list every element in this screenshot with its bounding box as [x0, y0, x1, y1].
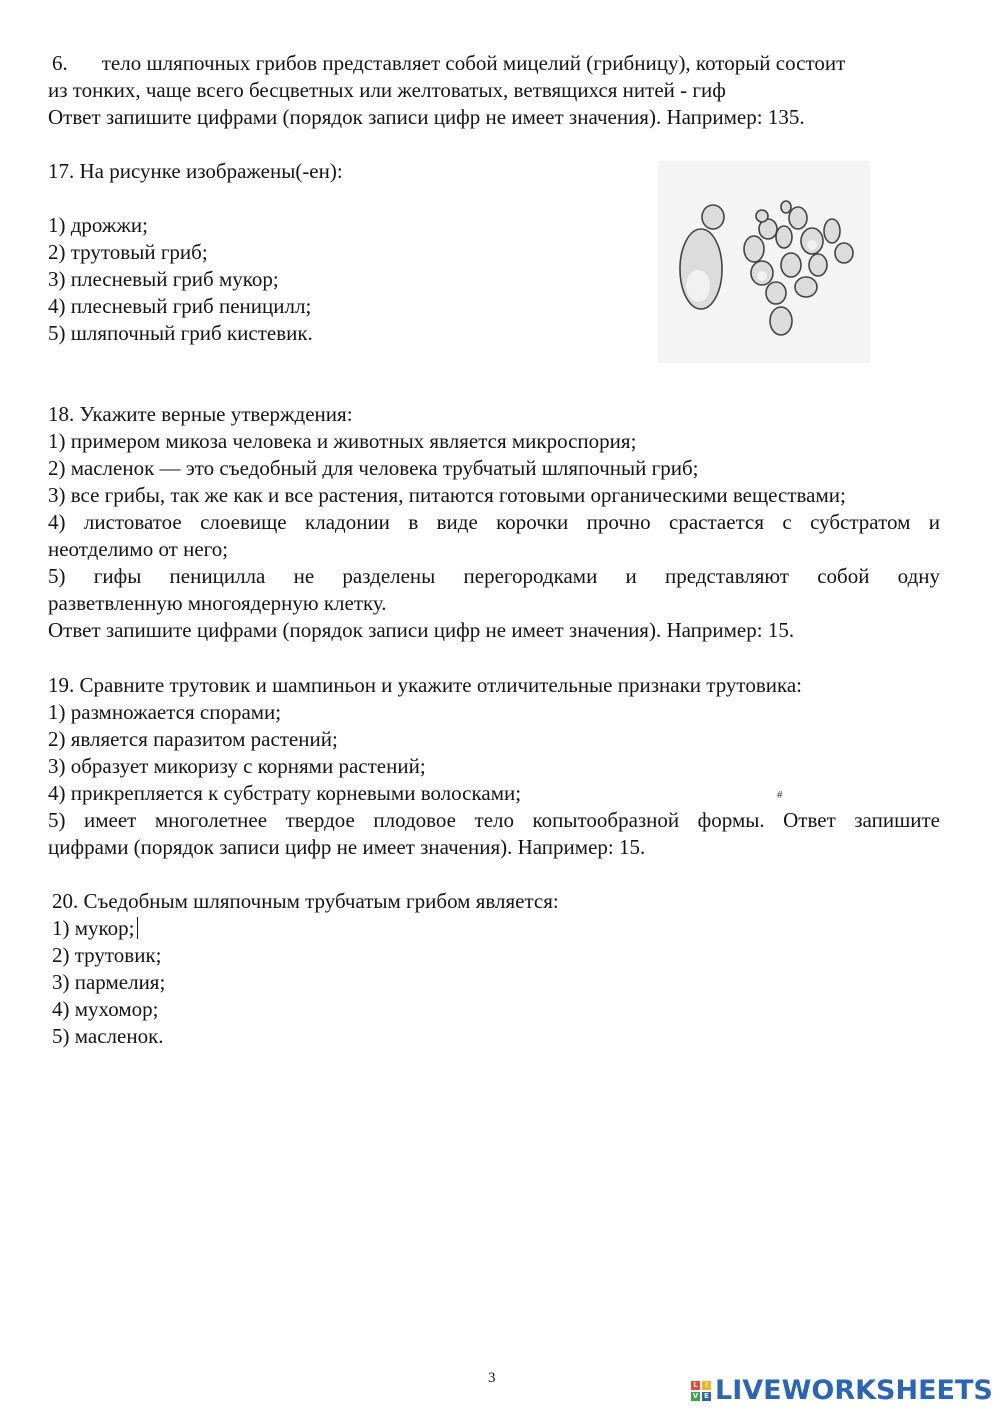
logo-letter-v: V [692, 1392, 699, 1400]
liveworksheets-logo[interactable] [691, 1376, 991, 1406]
item-6 [48, 50, 940, 131]
text-cursor [137, 917, 138, 939]
q20-option-1-text: 1) мукор; [52, 916, 135, 940]
q18-option-2: 2) масленок — это съедобный для человека трубчатый шляпочный гриб; [48, 456, 699, 480]
q18-option-3: 3) все грибы, так же как и все растения, питаются готовыми органическими веществами; [48, 483, 846, 507]
q19-option-1: 1) размножается спорами; [48, 700, 282, 724]
question-19 [48, 672, 940, 861]
yeast-cells-illustration [658, 161, 870, 363]
yeast-cells-icon [658, 161, 870, 363]
q19-option-4: 4) прикрепляется к субстрату корневыми волосками; [48, 781, 522, 805]
q18-option-4-line-1: 4) листоватое слоевище кладонии в виде корочки прочно срастается с субстратом и [48, 510, 940, 534]
q20-option-2: 2) трутовик; [52, 943, 162, 967]
question-20 [48, 888, 940, 1050]
q18-option-5-line-2: разветвленную многоядерную клетку. [48, 591, 387, 615]
q20-option-1 [48, 915, 940, 942]
q17-option-5: 5) шляпочный гриб кистевик. [48, 321, 313, 345]
q18-option-4-line-2: неотделимо от него; [48, 537, 229, 561]
logo-letter-e: E [702, 1392, 711, 1401]
q17-option-3: 3) плесневый гриб мукор; [48, 267, 279, 291]
q20-option-4: 4) мухомор; [52, 997, 159, 1021]
q17-option-2: 2) трутовый гриб; [48, 240, 208, 264]
item-6-text: тело шляпочных грибов представляет собой мицелий (грибницу), который состоит [101, 51, 846, 75]
q18-answer-note: Ответ запишите цифрами (порядок записи цифр не имеет значения). Например: 15. [48, 618, 795, 642]
logo-letter-l: L [691, 1381, 700, 1390]
q19-option-5-line-1: 5) имеет многолетнее твердое плодовое тело копытообразной формы. Ответ запишите [48, 808, 940, 832]
q20-option-5: 5) масленок. [52, 1024, 164, 1048]
q20-option-3: 3) пармелия; [52, 970, 166, 994]
q17-option-4: 4) плесневый гриб пеницилл; [48, 294, 312, 318]
hash-mark: # [777, 789, 783, 801]
question-20-title: 20. Съедобным шляпочным трубчатым грибом является: [52, 889, 559, 913]
question-17-title: 17. На рисунке изображены(-ен): [48, 159, 343, 183]
q19-option-3: 3) образует микоризу с корнями растений; [48, 754, 426, 778]
logo-grid-icon [691, 1381, 711, 1401]
question-18-title: 18. Укажите верные утверждения: [48, 402, 353, 426]
page-number: 3 [488, 1370, 496, 1386]
question-18 [48, 401, 940, 644]
logo-text: LIVEWORKSHEETS [715, 1375, 993, 1406]
q18-option-1: 1) примером микоза человека и животных является микроспория; [48, 429, 637, 453]
q19-option-2: 2) является паразитом растений; [48, 727, 338, 751]
q17-option-1: 1) дрожжи; [48, 213, 148, 237]
question-19-title: 19. Сравните трутовик и шампиньон и укажите отличительные признаки трутовика: [48, 673, 803, 697]
yeast-bud [702, 205, 724, 229]
item-6-line-1 [48, 50, 940, 77]
item-6-answer-note: Ответ запишите цифрами (порядок записи цифр не имеет значения). Например: 135. [48, 105, 805, 129]
q19-option-5-line-2: цифрами (порядок записи цифр не имеет значения). Например: 15. [48, 835, 646, 859]
item-6-line-2: из тонких, чаще всего бесцветных или желтоватых, ветвящихся нитей - гиф [48, 78, 726, 102]
q18-option-5-line-1: 5) гифы пеницилла не разделены перегородками и представляют собой одну [48, 564, 940, 588]
logo-letter-i: I [702, 1381, 711, 1390]
item-6-number: 6. [52, 51, 68, 75]
